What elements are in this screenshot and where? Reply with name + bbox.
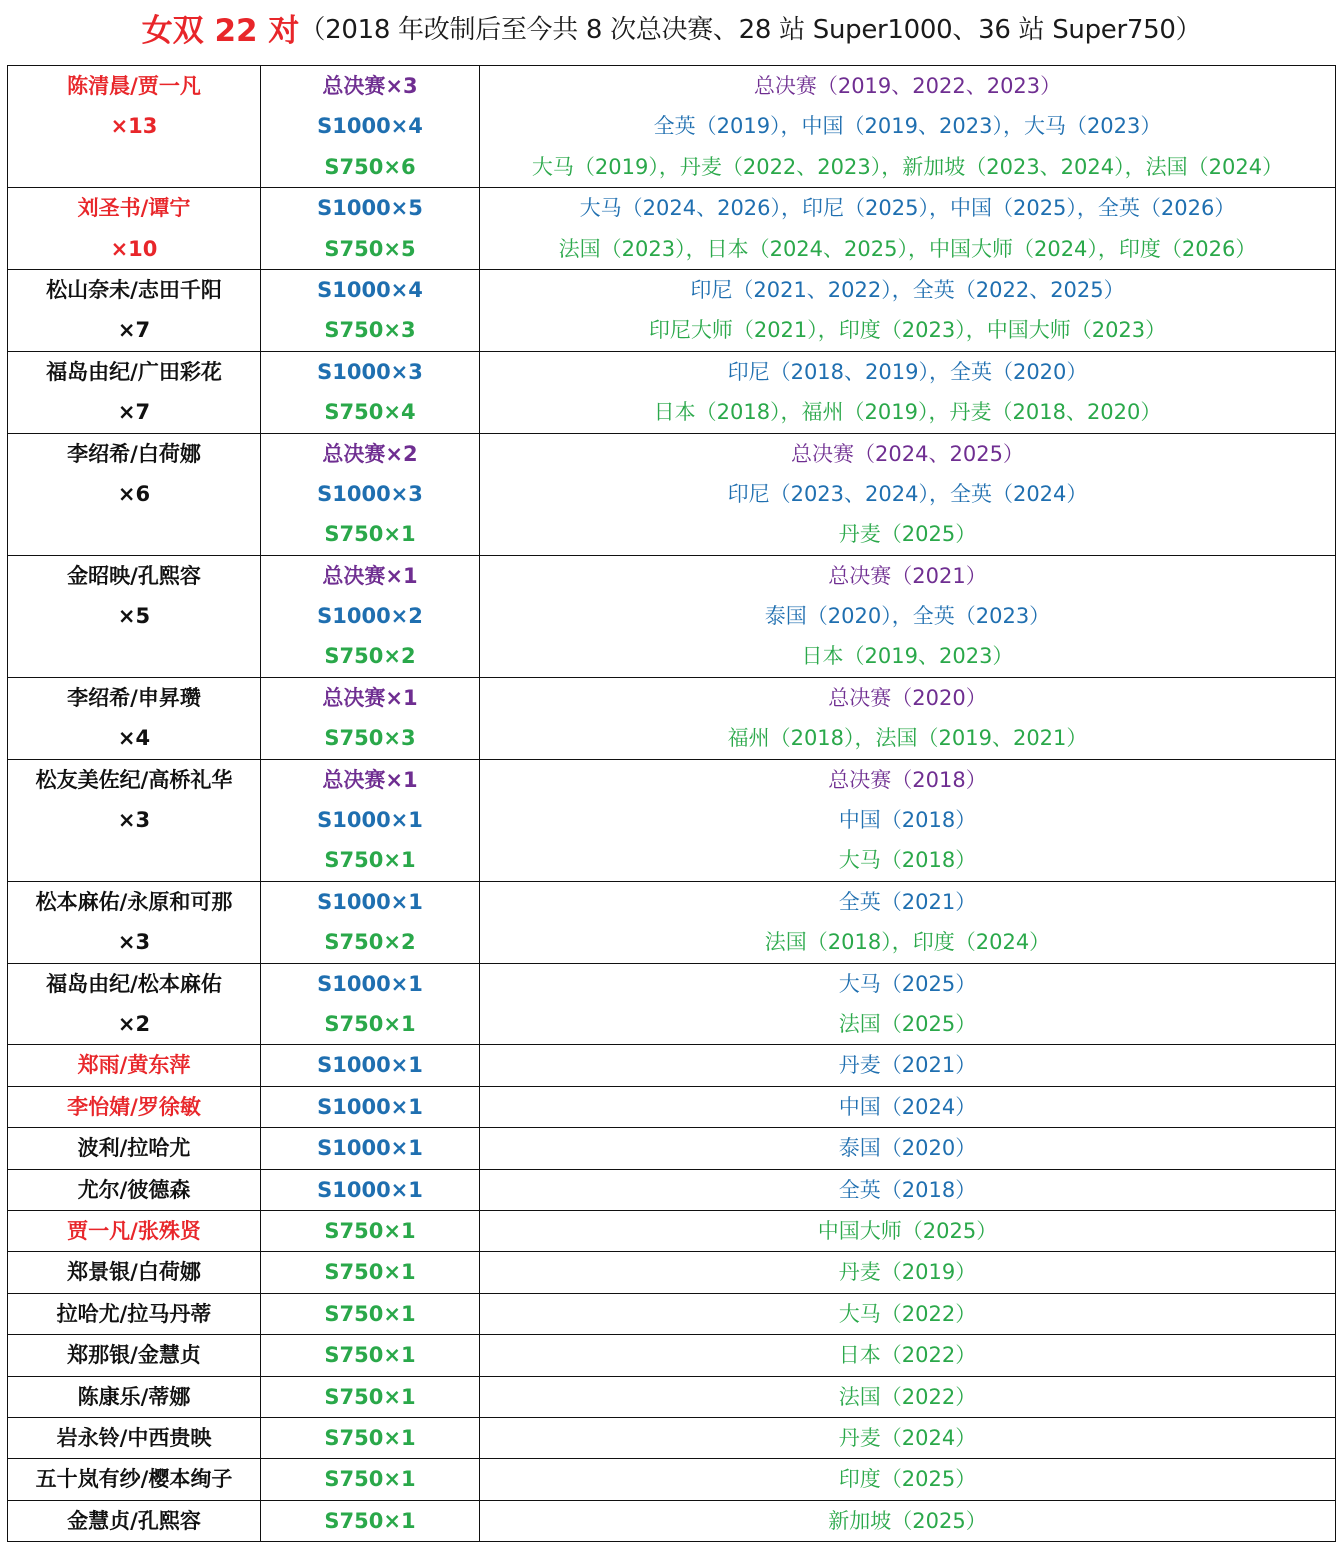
- detail-cell: [480, 1252, 1336, 1293]
- detail-cell: [480, 1335, 1336, 1376]
- detail-cell: [480, 66, 1336, 188]
- category-cell: [261, 1376, 480, 1417]
- tournament-category: S750×3: [324, 318, 416, 343]
- category-cell: [261, 1293, 480, 1334]
- page-subtitle: （2018 年改制后至今共 8 次总决赛、28 站 Super1000、36 站 Super750）: [299, 15, 1202, 45]
- tournament-detail: 印尼（2018、2019），全英（2020）: [727, 359, 1088, 384]
- table-row: [8, 1335, 1336, 1376]
- tournament-category: S1000×3: [317, 481, 423, 506]
- tournament-detail: 中国（2018）: [838, 808, 977, 833]
- tournament-detail: 法国（2022）: [838, 1384, 977, 1409]
- tournament-detail: 丹麦（2024）: [838, 1425, 977, 1450]
- tournament-category: S750×4: [324, 400, 416, 425]
- pair-name: 尤尔/彼德森: [77, 1177, 191, 1202]
- detail-cell: [480, 1459, 1336, 1500]
- tournament-category: S1000×1: [317, 808, 423, 833]
- title-count: ×4: [117, 726, 151, 751]
- title-count: ×2: [117, 1011, 151, 1036]
- pair-name: 福岛由纪/松本麻佑: [46, 971, 222, 996]
- tournament-category: S750×1: [324, 1425, 416, 1450]
- pair-cell: [8, 351, 261, 433]
- tournament-detail: 泰国（2020）: [838, 1136, 977, 1161]
- table-row: [8, 269, 1336, 351]
- table-row: [8, 759, 1336, 881]
- tournament-category: 总决赛×1: [322, 563, 418, 588]
- tournament-category: 总决赛×1: [322, 685, 418, 710]
- tournament-category: S750×1: [324, 1301, 416, 1326]
- title-count: ×10: [110, 236, 158, 261]
- title-count: ×3: [117, 808, 151, 833]
- table-row: [8, 1045, 1336, 1086]
- table-row: [8, 66, 1336, 188]
- table-row: [8, 433, 1336, 555]
- detail-cell: [480, 1500, 1336, 1541]
- category-cell: [261, 759, 480, 881]
- tournament-detail: 全英（2018）: [838, 1177, 977, 1202]
- tournament-detail: 总决赛（2019、2022、2023）: [753, 74, 1062, 98]
- detail-cell: [480, 963, 1336, 1045]
- tournament-detail: 法国（2025）: [838, 1011, 977, 1036]
- detail-cell: [480, 881, 1336, 963]
- pair-cell: [8, 963, 261, 1045]
- pair-cell: [8, 433, 261, 555]
- tournament-detail: 丹麦（2025）: [838, 522, 977, 547]
- category-cell: [261, 1500, 480, 1541]
- table-row: [8, 1376, 1336, 1417]
- tournament-detail: 大马（2018）: [838, 848, 977, 873]
- detail-cell: [480, 1376, 1336, 1417]
- tournament-detail: 泰国（2020），全英（2023）: [764, 604, 1051, 629]
- category-cell: [261, 269, 480, 351]
- pair-cell: [8, 269, 261, 351]
- pair-name: 松本麻佑/永原和可那: [35, 889, 233, 914]
- pair-cell: [8, 1417, 261, 1458]
- pair-cell: [8, 1128, 261, 1169]
- tournament-detail: 大马（2024、2026），印尼（2025），中国（2025），全英（2026）: [579, 196, 1236, 221]
- table-row: [8, 1128, 1336, 1169]
- pair-name: 松友美佐纪/高桥礼华: [35, 767, 233, 792]
- tournament-detail: 全英（2019），中国（2019、2023），大马（2023）: [653, 114, 1162, 139]
- category-cell: [261, 963, 480, 1045]
- detail-cell: [480, 759, 1336, 881]
- tournament-category: S1000×1: [317, 889, 423, 914]
- pair-cell: [8, 1045, 261, 1086]
- detail-cell: [480, 1045, 1336, 1086]
- tournament-category: S1000×1: [317, 971, 423, 996]
- category-cell: [261, 881, 480, 963]
- tournament-category: S750×1: [324, 522, 416, 547]
- tournament-category: S750×1: [324, 1384, 416, 1409]
- detail-cell: [480, 188, 1336, 270]
- tournament-detail: 福州（2018），法国（2019、2021）: [727, 726, 1088, 751]
- pair-name: 李绍希/白荷娜: [67, 441, 201, 466]
- tournament-detail: 印度（2025）: [838, 1467, 977, 1492]
- category-cell: [261, 351, 480, 433]
- tournament-category: S1000×4: [317, 277, 423, 302]
- tournament-category: S750×2: [324, 644, 416, 669]
- table-row: [8, 555, 1336, 677]
- category-cell: [261, 555, 480, 677]
- title-count: ×5: [117, 604, 151, 629]
- tournament-category: S750×1: [324, 1218, 416, 1243]
- detail-cell: [480, 1293, 1336, 1334]
- category-cell: [261, 1210, 480, 1251]
- pair-cell: [8, 1169, 261, 1210]
- category-cell: [261, 433, 480, 555]
- pair-cell: [8, 1459, 261, 1500]
- table-row: [8, 1293, 1336, 1334]
- table-row: [8, 1086, 1336, 1127]
- table-body: [8, 66, 1336, 1542]
- tournament-detail: 印尼（2023、2024），全英（2024）: [727, 481, 1088, 506]
- category-cell: [261, 1128, 480, 1169]
- pair-cell: [8, 1252, 261, 1293]
- pair-cell: [8, 1086, 261, 1127]
- tournament-detail: 丹麦（2019）: [838, 1260, 977, 1285]
- category-cell: [261, 66, 480, 188]
- pair-name: 郑景银/白荷娜: [67, 1260, 201, 1285]
- tournament-detail: 法国（2023），日本（2024、2025），中国大师（2024），印度（2026）: [558, 236, 1257, 261]
- tournament-category: S1000×2: [317, 604, 423, 629]
- pair-name: 波利/拉哈尤: [77, 1136, 191, 1161]
- table-row: [8, 188, 1336, 270]
- table-row: [8, 1210, 1336, 1251]
- pair-cell: [8, 1210, 261, 1251]
- pair-name: 陈清晨/贾一凡: [67, 74, 201, 98]
- tournament-category: S750×1: [324, 848, 416, 873]
- title-count: ×6: [117, 481, 151, 506]
- tournament-category: 总决赛×2: [322, 441, 418, 466]
- tournament-detail: 印尼大师（2021），印度（2023），中国大师（2023）: [648, 318, 1167, 343]
- table-row: [8, 1500, 1336, 1541]
- pair-name: 贾一凡/张殊贤: [67, 1218, 201, 1243]
- pair-name: 陈康乐/蒂娜: [77, 1384, 191, 1409]
- pair-name: 郑那银/金慧贞: [67, 1343, 201, 1368]
- tournament-category: S1000×1: [317, 1053, 423, 1078]
- table-row: [8, 1252, 1336, 1293]
- pair-cell: [8, 66, 261, 188]
- detail-cell: [480, 1128, 1336, 1169]
- tournament-category: S750×1: [324, 1508, 416, 1533]
- table-row: [8, 881, 1336, 963]
- tournament-detail: 新加坡（2025）: [828, 1508, 987, 1533]
- tournament-category: S750×1: [324, 1011, 416, 1036]
- detail-cell: [480, 555, 1336, 677]
- pair-name: 福岛由纪/广田彩花: [46, 359, 222, 384]
- pair-name: 拉哈尤/拉马丹蒂: [56, 1301, 212, 1326]
- page-header: [0, 0, 1343, 55]
- title-count: ×3: [117, 930, 151, 955]
- tournament-detail: 中国大师（2025）: [817, 1218, 998, 1243]
- pair-cell: [8, 759, 261, 881]
- tournament-detail: 日本（2018），福州（2019），丹麦（2018、2020）: [653, 400, 1162, 425]
- table-row: [8, 1459, 1336, 1500]
- pair-cell: [8, 677, 261, 759]
- detail-cell: [480, 433, 1336, 555]
- tournament-category: S1000×1: [317, 1136, 423, 1161]
- category-cell: [261, 677, 480, 759]
- pair-cell: [8, 1293, 261, 1334]
- table-row: [8, 963, 1336, 1045]
- tournament-category: S1000×1: [317, 1177, 423, 1202]
- table-row: [8, 1169, 1336, 1210]
- pair-name: 五十岚有纱/樱本绚子: [35, 1467, 233, 1492]
- tournament-detail: 日本（2019、2023）: [801, 644, 1014, 669]
- category-cell: [261, 1417, 480, 1458]
- category-cell: [261, 1252, 480, 1293]
- tournament-detail: 总决赛（2020）: [828, 685, 987, 710]
- pair-name: 松山奈未/志田千阳: [46, 277, 222, 302]
- table-row: [8, 677, 1336, 759]
- detail-cell: [480, 269, 1336, 351]
- tournament-category: S1000×1: [317, 1094, 423, 1119]
- tournament-category: 总决赛×3: [322, 74, 418, 98]
- category-cell: [261, 1169, 480, 1210]
- table-row: [8, 351, 1336, 433]
- tournament-detail: 法国（2018），印度（2024）: [764, 930, 1051, 955]
- tournament-category: S1000×3: [317, 359, 423, 384]
- table-row: [8, 1417, 1336, 1458]
- tournament-detail: 中国（2024）: [838, 1094, 977, 1119]
- tournament-category: S1000×5: [317, 196, 423, 221]
- tournament-detail: 大马（2019），丹麦（2022、2023），新加坡（2023、2024），法国（2024）: [531, 154, 1284, 179]
- tournament-category: S750×6: [324, 154, 416, 179]
- pair-name: 金昭映/孔熙容: [67, 563, 201, 588]
- category-cell: [261, 1045, 480, 1086]
- pair-name: 金慧贞/孔熙容: [67, 1508, 201, 1533]
- tournament-detail: 总决赛（2021）: [828, 563, 987, 588]
- category-cell: [261, 1335, 480, 1376]
- tournament-category: 总决赛×1: [322, 767, 418, 792]
- detail-cell: [480, 1169, 1336, 1210]
- tournament-detail: 印尼（2021、2022），全英（2022、2025）: [690, 277, 1125, 302]
- tournament-detail: 日本（2022）: [838, 1343, 977, 1368]
- tournament-category: S1000×4: [317, 114, 423, 139]
- pair-name: 李绍希/申昇瓒: [67, 685, 201, 710]
- tournament-detail: 总决赛（2024、2025）: [791, 441, 1024, 466]
- title-count: ×7: [117, 400, 151, 425]
- pair-name: 李怡婧/罗徐敏: [67, 1094, 201, 1119]
- pair-name: 郑雨/黄东萍: [77, 1053, 191, 1078]
- pair-name: 岩永铃/中西贵映: [56, 1425, 212, 1450]
- tournament-category: S750×1: [324, 1467, 416, 1492]
- tournament-detail: 总决赛（2018）: [828, 767, 987, 792]
- category-cell: [261, 1459, 480, 1500]
- pair-cell: [8, 188, 261, 270]
- tournament-category: S750×1: [324, 1343, 416, 1368]
- pair-cell: [8, 555, 261, 677]
- detail-cell: [480, 351, 1336, 433]
- page-title: 女双 22 对: [141, 13, 300, 49]
- tournament-detail: 大马（2022）: [838, 1301, 977, 1326]
- title-count: ×13: [110, 114, 158, 139]
- tournament-category: S750×5: [324, 236, 416, 261]
- pair-cell: [8, 1500, 261, 1541]
- pair-cell: [8, 1335, 261, 1376]
- tournament-category: S750×2: [324, 930, 416, 955]
- title-count: ×7: [117, 318, 151, 343]
- tournament-detail: 全英（2021）: [838, 889, 977, 914]
- tournament-detail: 丹麦（2021）: [838, 1053, 977, 1078]
- tournament-category: S750×1: [324, 1260, 416, 1285]
- detail-cell: [480, 1086, 1336, 1127]
- category-cell: [261, 1086, 480, 1127]
- detail-cell: [480, 1210, 1336, 1251]
- detail-cell: [480, 677, 1336, 759]
- tournament-category: S750×3: [324, 726, 416, 751]
- category-cell: [261, 188, 480, 270]
- titles-table: [7, 65, 1336, 1542]
- pair-cell: [8, 1376, 261, 1417]
- tournament-detail: 大马（2025）: [838, 971, 977, 996]
- detail-cell: [480, 1417, 1336, 1458]
- pair-cell: [8, 881, 261, 963]
- pair-name: 刘圣书/谭宁: [77, 196, 191, 221]
